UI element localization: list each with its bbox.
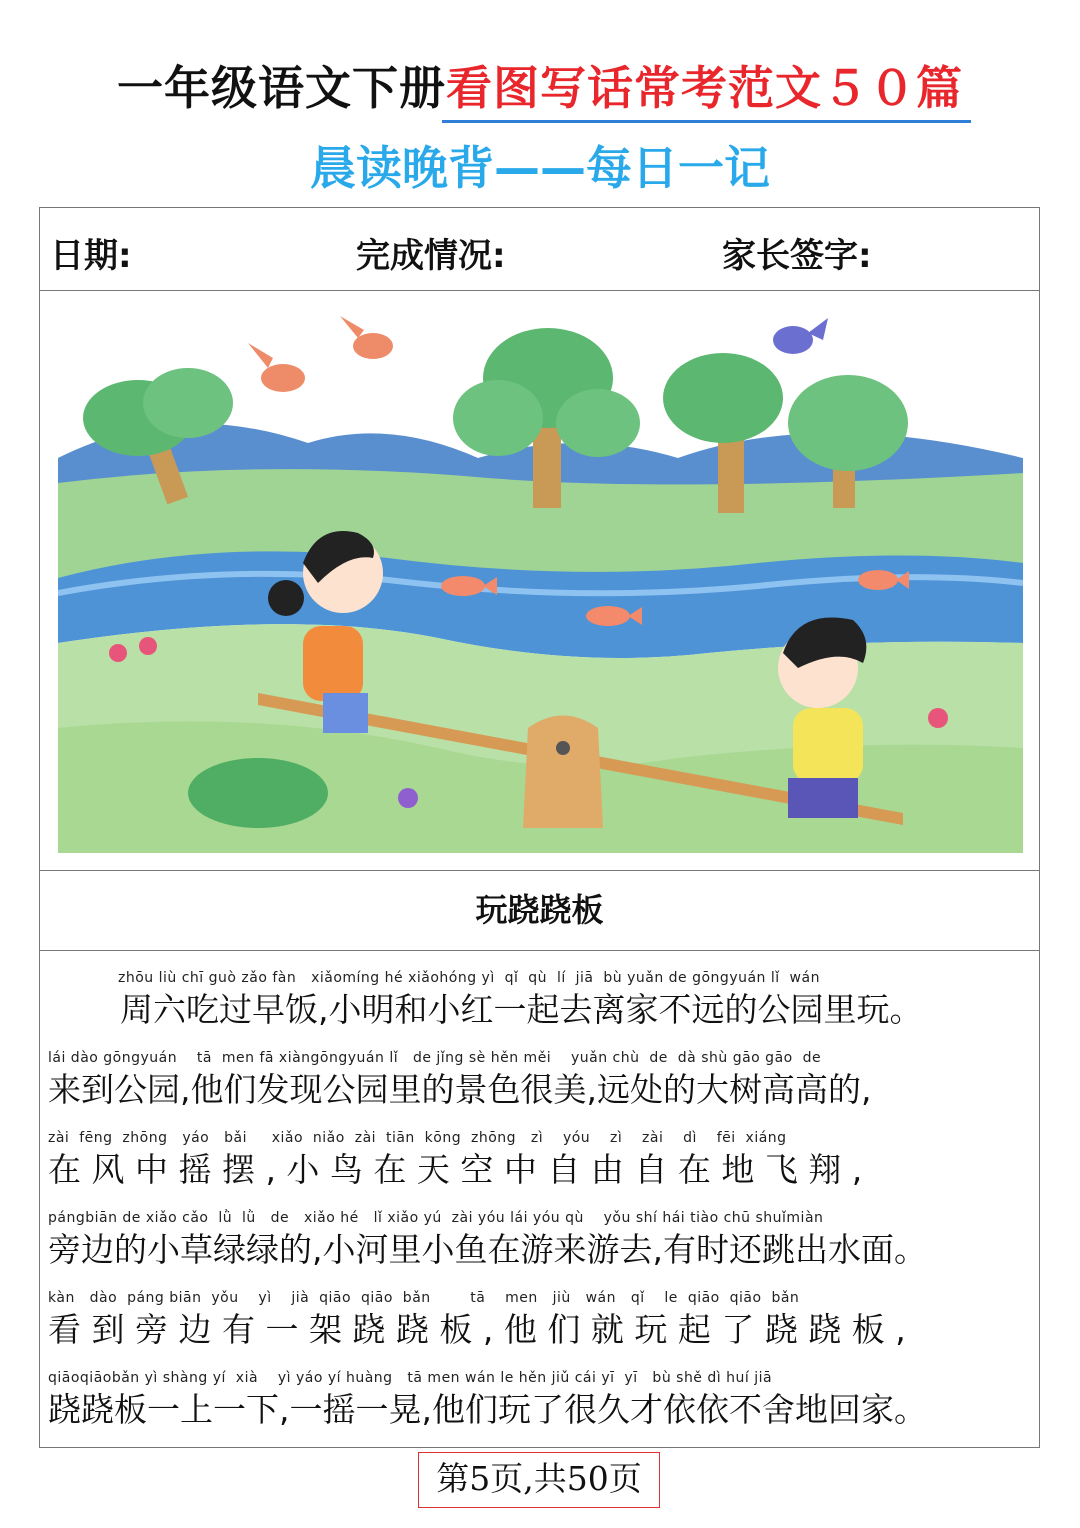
worksheet — [39, 207, 1040, 1448]
text-line: 在 风 中 摇 摆 , 小 鸟 在 天 空 中 自 由 自 在 地 飞 翔 , — [48, 1150, 863, 1189]
title-highlight: 看图写话常考范文５０篇 — [446, 61, 963, 115]
text-line: 来到公园,他们发现公园里的景色很美,远处的大树高高的, — [48, 1070, 872, 1109]
story-title: 玩跷跷板 — [40, 870, 1039, 951]
info-row — [40, 208, 1039, 291]
story-line-6 — [48, 1368, 1033, 1432]
story-line-1 — [48, 968, 1033, 1032]
text-line: 旁边的小草绿绿的,小河里小鱼在游来游去,有时还跳出水面。 — [48, 1230, 927, 1269]
illustration-panel — [40, 290, 1039, 871]
page-title — [0, 58, 1080, 118]
parent-signature-label: 家长签字: — [722, 236, 872, 276]
pinyin-line: lái dào gōngyuán tā men fā xiàngōngyuán lǐ de jǐng sè hěn měi yuǎn chù de dà shù gāo gāo de — [48, 1050, 822, 1066]
story-line-3 — [48, 1128, 1033, 1192]
page-subtitle: 晨读晚背——每日一记 — [310, 141, 770, 195]
pinyin-line: qiāoqiāobǎn yì shàng yí xià yì yáo yí huàng tā men wán le hěn jiǔ cái yī yī bù shě dì huí jiā — [48, 1370, 773, 1386]
text-line: 看 到 旁 边 有 一 架 跷 跷 板 , 他 们 就 玩 起 了 跷 跷 板 , — [48, 1310, 906, 1349]
title-prefix: 一年级语文下册 — [117, 61, 446, 115]
pinyin-line: kàn dào páng biān yǒu yì jià qiāo qiāo bǎn tā men jiù wán qǐ le qiāo qiāo bǎn — [48, 1290, 800, 1306]
pinyin-line: pángbiān de xiǎo cǎo lǜ lǜ de xiǎo hé lǐ xiǎo yú zài yóu lái yóu qù yǒu shí hái tiào chū shuǐmiàn — [48, 1210, 824, 1226]
completion-label: 完成情况: — [356, 236, 506, 276]
story-line-5 — [48, 1288, 1033, 1352]
text-line: 跷跷板一上一下,一摇一晃,他们玩了很久才依依不舍地回家。 — [48, 1390, 927, 1429]
seesaw-illustration — [58, 308, 1023, 853]
text-line: 周六吃过早饭,小明和小红一起去离家不远的公园里玩。 — [120, 990, 923, 1029]
date-label: 日期: — [50, 236, 132, 276]
pinyin-line: zài fēng zhōng yáo bǎi xiǎo niǎo zài tiān kōng zhōng zì yóu zì zài dì fēi xiáng — [48, 1130, 787, 1146]
story-line-4 — [48, 1208, 1033, 1272]
pinyin-line: zhōu liù chī guò zǎo fàn xiǎomíng hé xiǎohóng yì qǐ qù lí jiā bù yuǎn de gōngyuán lǐ wán — [118, 970, 820, 986]
story-line-2 — [48, 1048, 1033, 1112]
page-number: 第5页,共50页 — [418, 1452, 660, 1508]
